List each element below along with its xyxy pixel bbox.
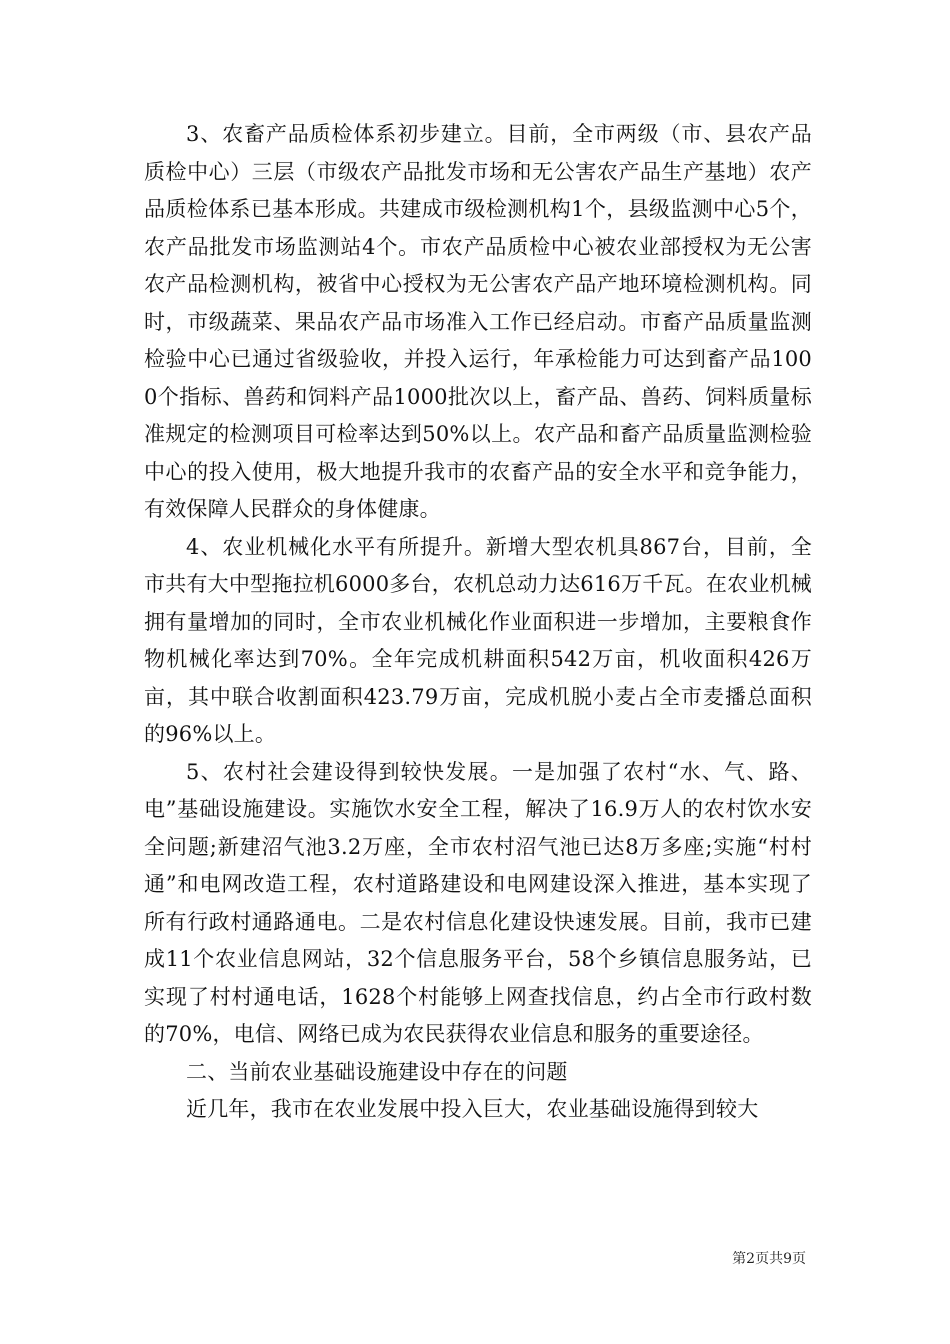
paragraph-closing-fragment: 近几年，我市在农业发展中投入巨大，农业基础设施得到较大	[186, 1097, 759, 1121]
paragraph-rural-development: 5、农村社会建设得到较快发展。一是加强了农村“水、气、路、电”基础设施建设。实施饮水安全工程，解决了16.9万人的农村饮水安全问题;新建沼气池3.2万座，全市农村沼气池已达8万多座;实施“村村通”和电网改造工程，农村道路建设和电网建设深入推进，基本实现了所有行政村通路通电。二是农村信息化建设快速发展。目前，我市已建成11个农业信息网站，32个信息服务平台，58个乡镇信息服务站，已实现了村村通电话，1628个村能够上网查找信息，约占全市行政村数的70%，电信、网络已成为农民获得农业信息和服务的重要途径。	[144, 759, 812, 1046]
section-heading: 二、当前农业基础设施建设中存在的问题	[186, 1059, 568, 1084]
paragraph-mechanization: 4、农业机械化水平有所提升。新增大型农机具867台，目前，全市共有大中型拖拉机6000多台，农机总动力达616万千瓦。在农业机械拥有量增加的同时，全市农业机械化作业面积进一步增加，主要粮食作物机械化率达到70%。全年完成机耕面积542万亩，机收面积426万亩，其中联合收割面积423.79万亩，完成机脱小麦占全市麦播总面积的96%以上。	[144, 534, 812, 746]
paragraph-quality-inspection: 3、农畜产品质检体系初步建立。目前，全市两级（市、县农产品质检中心）三层（市级农产品批发市场和无公害农产品生产基地）农产品质检体系已基本形成。共建成市级检测机构1个，县级监测中心5个，农产品批发市场监测站4个。市农产品质检中心被农业部授权为无公害农产品检测机构，被省中心授权为无公害农产品产地环境检测机构。同时，市级蔬菜、果品农产品市场准入工作已经启动。市畜产品质量监测检验中心已通过省级验收，并投入运行，年承检能力可达到畜产品1000个指标、兽药和饲料产品1000批次以上，畜产品、兽药、饲料质量标准规定的检测项目可检率达到50%以上。农产品和畜产品质量监测检验中心的投入使用，极大地提升我市的农畜产品的安全水平和竞争能力，有效保障人民群众的身体健康。	[144, 122, 812, 521]
document-body	[144, 116, 812, 1129]
page-number: 第2页共9页	[732, 1251, 806, 1267]
